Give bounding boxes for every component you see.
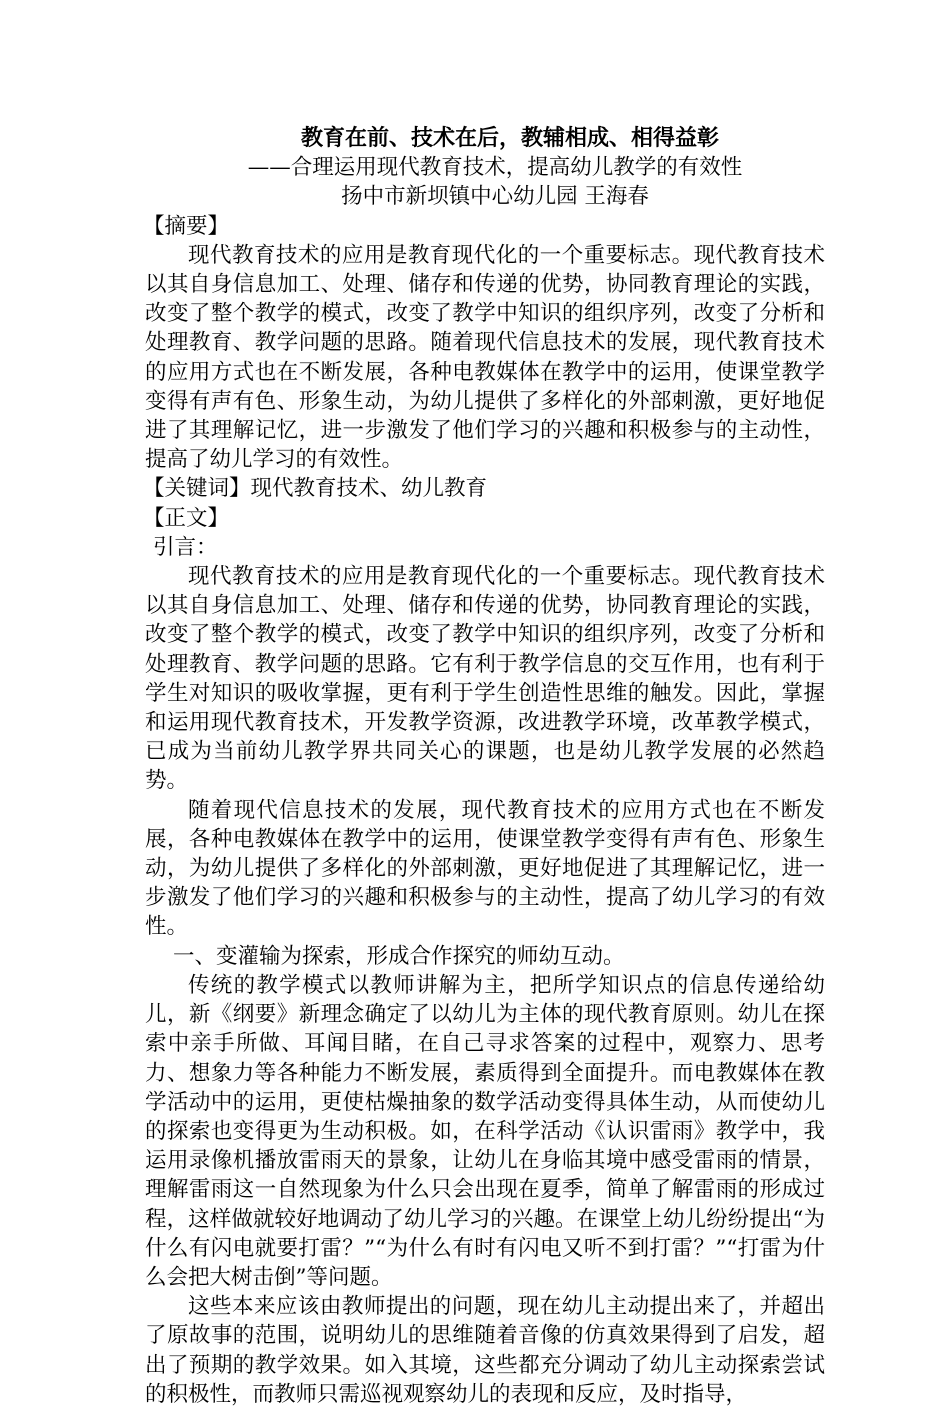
body-paragraph: 随着现代信息技术的发展，现代教育技术的应用方式也在不断发展，各种电教媒体在教学中的运用，使课堂教学变得有声有色、形象生动，为幼儿提供了多样化的外部刺激，更好地促进了其理解记忆，进一步激发了他们学习的兴趣和积极参与的主动性，提高了幼儿学习的有效性。 <box>145 797 825 940</box>
intro-label: 引言： <box>153 534 218 560</box>
section-paragraph: 这些本来应该由教师提出的问题，现在幼儿主动提出来了，并超出了原故事的范围，说明幼儿的思维随着音像的仿真效果得到了启发，超出了预期的教学效果。如入其境，这些都充分调动了幼儿主动探索尝试的积极性，而教师只需巡视观察幼儿的表现和反应，及时指导， <box>145 1294 825 1407</box>
document-title: 教育在前、技术在后，教辅相成、相得益彰 <box>300 125 719 151</box>
abstract-text: 现代教育技术的应用是教育现代化的一个重要标志。现代教育技术以其自身信息加工、处理、储存和传递的优势，协同教育理论的实践，改变了整个教学的模式，改变了教学中知识的组织序列，改变了分析和处理教育、教学问题的思路。随着现代信息技术的发展，现代教育技术的应用方式也在不断发展，各种电教媒体在教学中的运用，使课堂教学变得有声有色、形象生动，为幼儿提供了多样化的外部刺激，更好地促进了其理解记忆，进一步激发了他们学习的兴趣和积极参与的主动性，提高了幼儿学习的有效性。 <box>145 242 825 473</box>
keywords-text: 现代教育技术、幼儿教育 <box>250 476 488 502</box>
document-author: 扬中市新坝镇中心幼儿园 王海春 <box>341 184 649 210</box>
body-paragraph: 现代教育技术的应用是教育现代化的一个重要标志。现代教育技术以其自身信息加工、处理、储存和传递的优势，协同教育理论的实践，改变了整个教学的模式，改变了教学中知识的组织序列，改变了分析和处理教育、教学问题的思路。它有利于教学信息的交互作用，也有利于学生对知识的吸收掌握，更有利于学生创造性思维的触发。因此，掌握和运用现代教育技术，开发教学资源，改进教学环境，改革教学模式，已成为当前幼儿教学界共同关心的课题，也是幼儿教学发展的必然趋势。 <box>145 564 825 794</box>
keywords-label: 【关键词】 <box>143 476 251 502</box>
document-subtitle: ——合理运用现代教育技术，提高幼儿教学的有效性 <box>247 155 743 181</box>
section-heading: 一、变灌输为探索，形成合作探究的师幼互动。 <box>173 943 625 969</box>
document-page <box>145 124 825 1409</box>
body-label: 【正文】 <box>143 505 230 531</box>
keywords-line <box>143 474 825 503</box>
abstract-label: 【摘要】 <box>143 213 230 239</box>
section-paragraph: 传统的教学模式以教师讲解为主，把所学知识点的信息传递给幼儿，新《纲要》新理念确定了以幼儿为主体的现代教育原则。幼儿在探索中亲手所做、耳闻目睹，在自己寻求答案的过程中，观察力、思考力、想象力等各种能力不断发展，素质得到全面提升。而电教媒体在教学活动中的运用，更使枯燥抽象的数学活动变得具体生动，从而使幼儿的探索也变得更为生动积极。如，在科学活动《认识雷雨》教学中，我运用录像机播放雷雨天的景象，让幼儿在身临其境中感受雷雨的情景，理解雷雨这一自然现象为什么只会出现在夏季，简单了解雷雨的形成过程，这样做就较好地调动了幼儿学习的兴趣。在课堂上幼儿纷纷提出“为什么有闪电就要打雷？”“为什么有时有闪电又听不到打雷？”“打雷为什么会把大树击倒”等问题。 <box>145 972 825 1290</box>
